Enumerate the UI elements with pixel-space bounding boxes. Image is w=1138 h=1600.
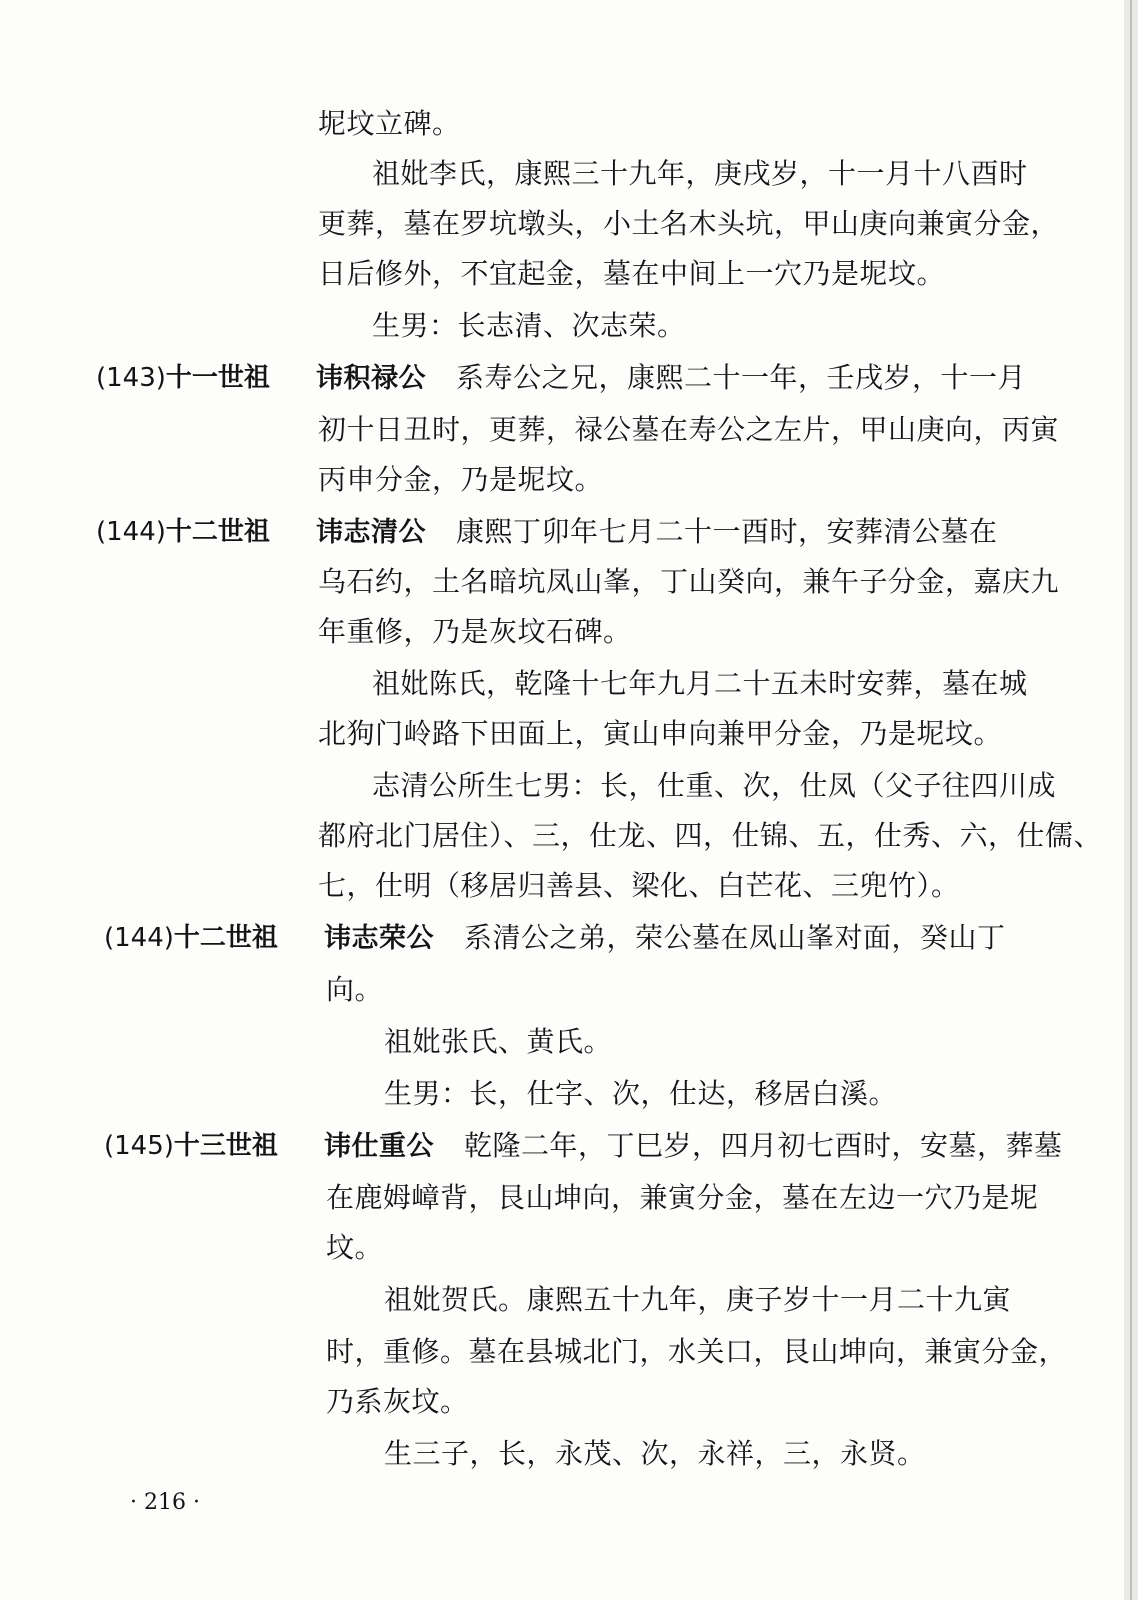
entry-generation-label: 十三世祖	[173, 1131, 278, 1161]
text-line: 年重修，乃是灰坟石碑。	[318, 615, 632, 648]
text-line: 祖妣陈氏，乾隆十七年九月二十五未时安葬，墓在城	[372, 667, 1028, 700]
text-line: 都府北门居住）、三，仕龙、四，仕锦、五，仕秀、六，仕儒、	[318, 819, 1103, 852]
text-line	[316, 360, 1026, 397]
text-line: 初十日丑时，更葬，禄公墓在寿公之左片，甲山庚向，丙寅	[318, 413, 1060, 446]
text-line: 丙申分金，乃是坭坟。	[318, 463, 604, 496]
text-line: 坭坟立碑。	[318, 107, 461, 140]
text-line: 七，仕明（移居归善县、梁化、白芒花、三兜竹）。	[318, 869, 960, 902]
page-number: · 216 ·	[130, 1490, 200, 1515]
text-line: 坟。	[326, 1231, 384, 1264]
text-line: 时，重修。墓在县城北门，水关口，艮山坤向，兼寅分金，	[326, 1335, 1068, 1368]
text-line: 祖妣贺氏。康熙五十九年，庚子岁十一月二十九寅	[384, 1283, 1012, 1316]
text-line: 祖妣李氏，康熙三十九年，庚戌岁，十一月十八酉时	[372, 157, 1028, 190]
text-line: 北狗门岭路下田面上，寅山申向兼甲分金，乃是坭坟。	[318, 717, 1003, 750]
entry-generation-label: 十二世祖	[165, 517, 270, 547]
text-line: 志清公所生七男：长，仕重、次，仕凤（父子往四川成	[372, 769, 1057, 802]
entry-generation-label: 十一世祖	[165, 363, 270, 393]
entry-number: (145)	[104, 1131, 174, 1161]
ancestor-name: 讳积禄公	[316, 363, 426, 394]
text-line: 在鹿姆嶂背，艮山坤向，兼寅分金，墓在左边一穴乃是坭	[326, 1181, 1039, 1214]
text-line: 更葬，墓在罗坑墩头，小土名木头坑，甲山庚向兼寅分金，	[318, 207, 1060, 240]
page-edge-line	[1130, 0, 1132, 1600]
entry-text: 乾隆二年，丁巳岁，四月初七酉时，安墓，葬墓	[464, 1129, 1063, 1162]
entry-generation-144	[96, 514, 270, 550]
text-line	[316, 514, 998, 551]
entry-number: (144)	[104, 923, 174, 953]
entry-generation-145	[104, 1128, 278, 1164]
entry-number: (144)	[96, 517, 166, 547]
text-line: 生男：长，仕字、次，仕达，移居白溪。	[384, 1077, 898, 1110]
text-line: 乃系灰坟。	[326, 1385, 469, 1418]
text-line: 日后修外，不宜起金，墓在中间上一穴乃是坭坟。	[318, 257, 946, 290]
entry-generation-144b	[104, 920, 278, 956]
entry-text: 系寿公之兄，康熙二十一年，壬戌岁，十一月	[456, 361, 1027, 394]
entry-text: 康熙丁卯年七月二十一酉时，安葬清公墓在	[456, 515, 998, 548]
entry-text: 系清公之弟，荣公墓在凤山峯对面，癸山丁	[464, 921, 1006, 954]
entry-number: (143)	[96, 363, 166, 393]
text-line	[324, 920, 1006, 957]
text-line: 生三子，长，永茂、次，永祥，三，永贤。	[384, 1437, 926, 1470]
text-line: 乌石约，土名暗坑凤山峯，丁山癸向，兼午子分金，嘉庆九	[318, 565, 1060, 598]
ancestor-name: 讳志清公	[316, 517, 426, 548]
text-line: 祖妣张氏、黄氏。	[384, 1025, 613, 1058]
text-line: 向。	[326, 973, 384, 1006]
text-line: 生男：长志清、次志荣。	[372, 309, 686, 342]
entry-generation-label: 十二世祖	[173, 923, 278, 953]
ancestor-name: 讳仕重公	[324, 1131, 434, 1162]
text-line	[324, 1128, 1063, 1165]
entry-generation-143	[96, 360, 270, 396]
ancestor-name: 讳志荣公	[324, 923, 434, 954]
